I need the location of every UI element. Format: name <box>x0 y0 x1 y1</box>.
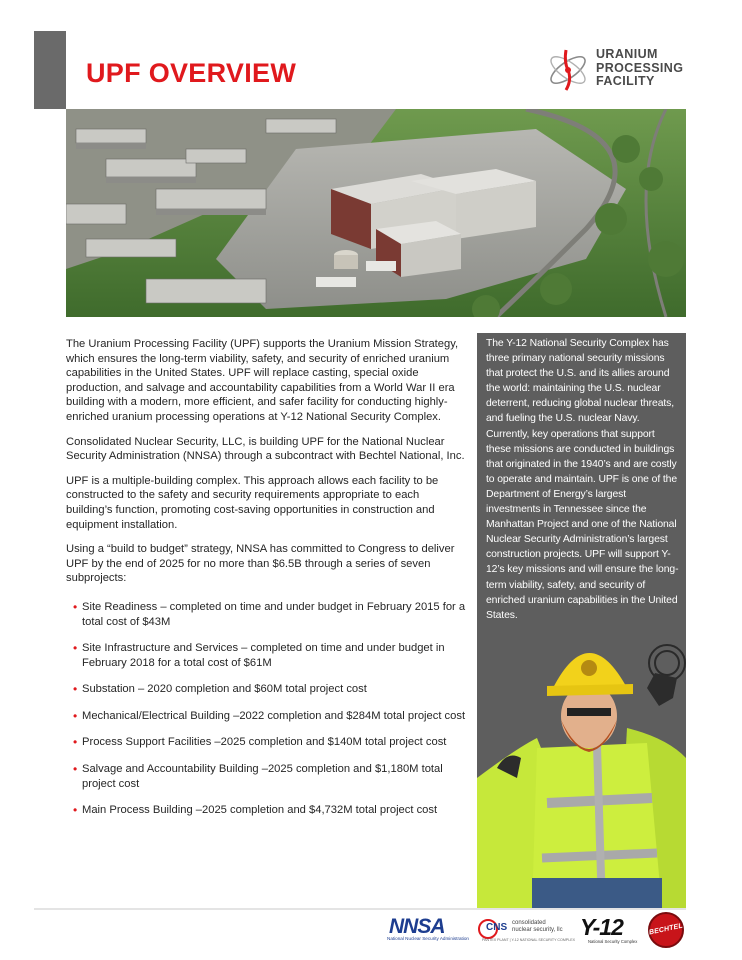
cns-logo <box>478 912 576 946</box>
subproject-list <box>66 600 466 818</box>
complex-paragraph: UPF is a multiple-building complex. This approach allows each facility to be constructed to the safety and security requirements appropriate to each building’s function, promoting cost-saving opportunities in construction and equipment installation. <box>66 474 439 531</box>
worker-photo <box>477 628 686 908</box>
list-item: • Salvage and Accountability Building –2025 completion and $1,180M total project cost <box>66 762 466 791</box>
page-title: UPF OVERVIEW <box>86 58 297 88</box>
list-item: • Mechanical/Electrical Building –2022 completion and $284M total project cost <box>66 709 466 724</box>
sidebar-panel <box>477 333 686 908</box>
list-item: • Site Infrastructure and Services – completed on time and under budget in February 2018 for a total cost of $61M <box>66 641 466 670</box>
atom-logo-icon <box>544 44 594 94</box>
hero-aerial-photo <box>66 109 686 317</box>
cns-name-line: consolidated <box>512 920 546 926</box>
bechtel-logo <box>646 912 686 946</box>
header-accent-block <box>34 31 66 109</box>
nnsa-logo-text: NNSA <box>389 915 445 938</box>
list-item: • Substation – 2020 completion and $60M total project cost <box>66 682 466 697</box>
bechtel-logo-text: BECHTEL <box>648 922 684 937</box>
sidebar-text: The Y-12 National Security Complex has three primary national security missions that protect the U.S. and its allies around the world: maintaining the U.S. nuclear deterrent, reducing global nuclear threats, and fueling the U.S. nuclear Navy. Currently, key operations that support these missions are conducted in buildings that originated in the 1940’s and are costly to operate and maintain. UPF is one of the Department of Energy’s largest investments in Tennessee since the Manhattan Project and one of the National Nuclear Security Administration’s largest construction projects. UPF will support Y-12’s key missions and will ensure the long-term viability, safety, and security of enriched uranium capabilities in the United States. <box>486 338 679 621</box>
list-item: • Process Support Facilities –2025 completion and $140M total project cost <box>66 735 466 750</box>
logo-line-facility: FACILITY <box>596 74 655 88</box>
budget-paragraph: Using a “build to budget” strategy, NNSA has committed to Congress to deliver UPF by the end of 2025 for no more than $6.5B through a series of seven subprojects: <box>66 543 455 585</box>
upf-logo <box>544 44 704 94</box>
cns-logo-text: CNS <box>486 922 508 933</box>
y12-logo-subtext: National Security Complex <box>588 939 638 944</box>
y12-logo <box>578 912 638 946</box>
list-item: • Site Readiness – completed on time and under budget in February 2015 for a total cost of $43M <box>66 600 466 629</box>
footer-divider <box>34 908 686 910</box>
logo-line-uranium: URANIUM <box>596 47 658 61</box>
contractor-paragraph: Consolidated Nuclear Security, LLC, is building UPF for the National Nuclear Security Administration (NNSA) through a subcontract with Bechtel National, Inc. <box>66 435 465 463</box>
y12-logo-text: Y-12 <box>580 914 623 940</box>
cns-tagline: PANTEX PLANT | Y-12 NATIONAL SECURITY COMPLEX <box>482 938 576 942</box>
logo-line-processing: PROCESSING <box>596 60 684 75</box>
cns-name-line: nuclear security, llc <box>512 926 563 933</box>
nnsa-logo <box>385 912 467 946</box>
intro-paragraph: The Uranium Processing Facility (UPF) supports the Uranium Mission Strategy, which ensures the long-term viability, safety, and security of enriched uranium capabilities in the United States. UPF will replace casting, special oxide production, and salvage and accountability capabilities from a World War II era building with a modern, more efficient, and safer facility for conducting highly-enriched uranium processing operations at Y-12 National Security Complex. <box>66 338 459 423</box>
nnsa-logo-subtext: National Nuclear Security Administration <box>387 936 469 941</box>
list-item: • Main Process Building –2025 completion and $4,732M total project cost <box>66 803 466 818</box>
main-body <box>66 337 466 830</box>
cns-logo-name <box>512 920 563 933</box>
